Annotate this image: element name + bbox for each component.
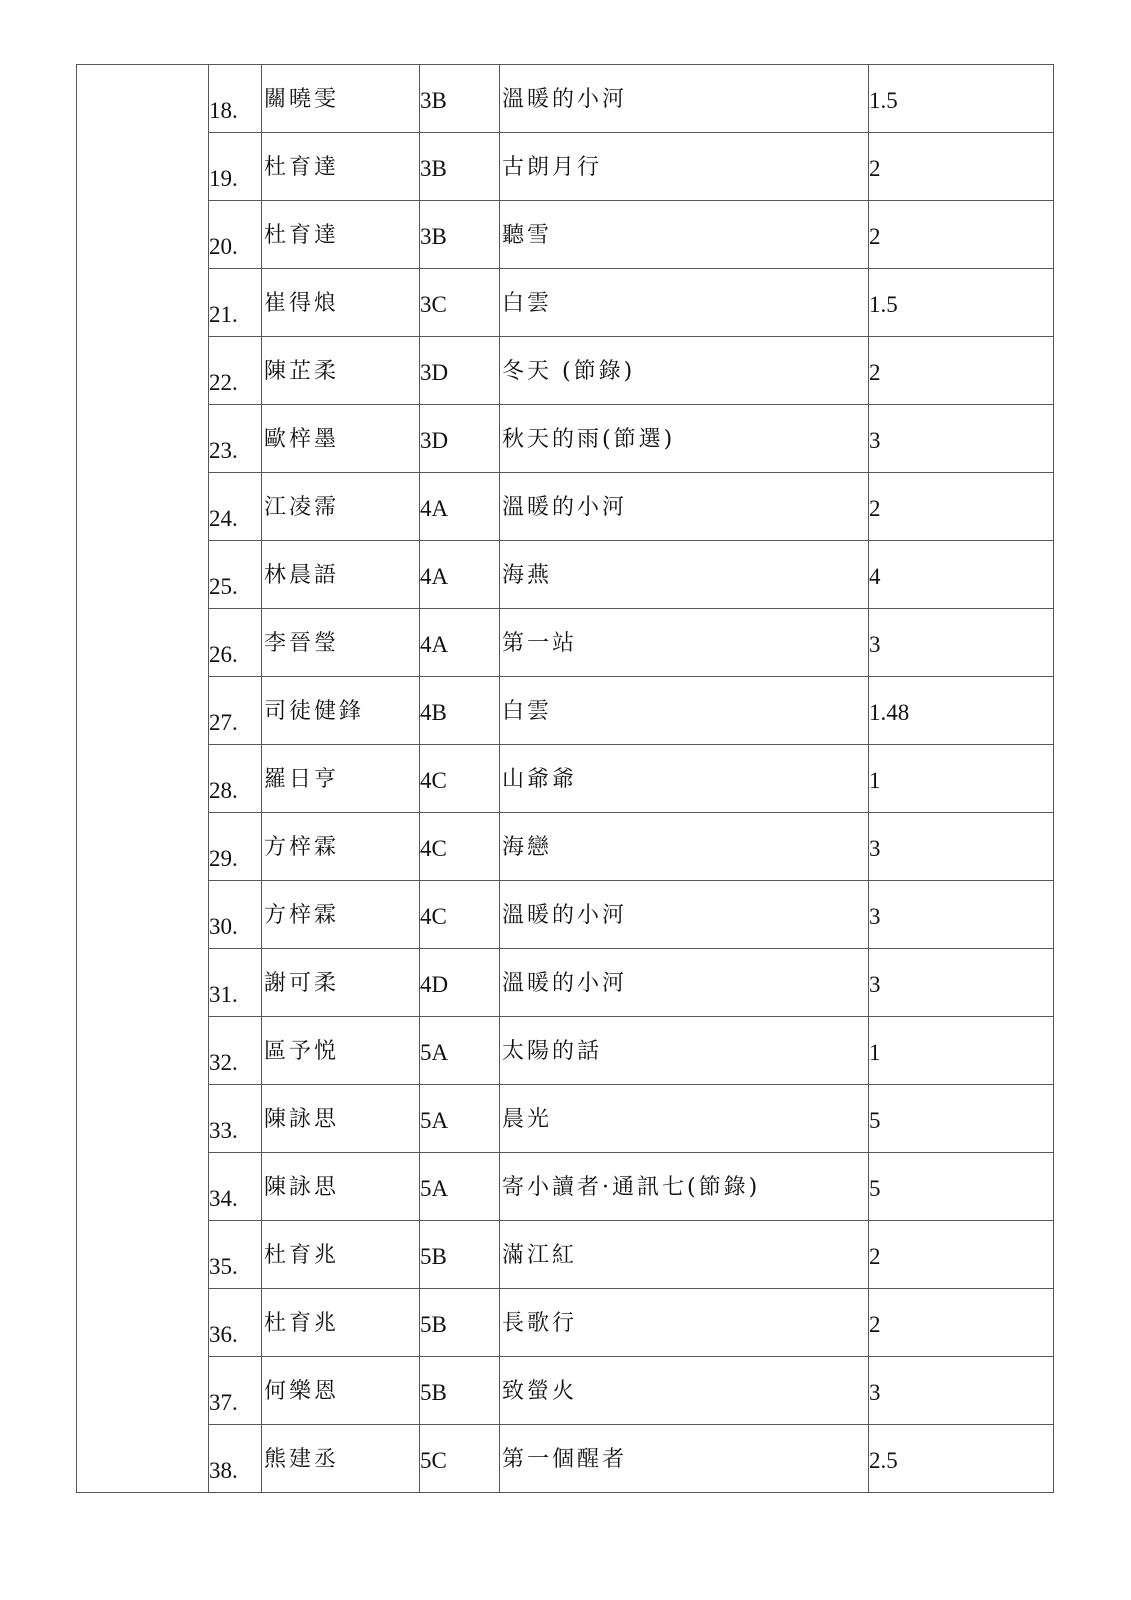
piece-title-text: 白雲 — [502, 699, 553, 724]
class-text: 5C — [420, 1448, 447, 1473]
row-number-cell — [209, 677, 262, 745]
score-cell — [869, 337, 1054, 405]
class-text: 5A — [420, 1108, 449, 1133]
score-text: 2 — [869, 224, 881, 249]
student-name-cell — [262, 745, 420, 813]
class-cell — [420, 541, 500, 609]
piece-title-cell — [500, 1425, 869, 1493]
score-cell — [869, 405, 1054, 473]
row-number-text: 18. — [209, 98, 238, 123]
score-text: 2 — [869, 1312, 881, 1337]
score-text: 3 — [869, 632, 881, 657]
row-number-text: 38. — [209, 1458, 238, 1483]
class-text: 3B — [420, 156, 447, 181]
student-name-text: 陳芷柔 — [264, 359, 340, 384]
row-number-text: 27. — [209, 710, 238, 735]
class-text: 5A — [420, 1176, 449, 1201]
student-name-cell — [262, 813, 420, 881]
table-row — [77, 677, 1054, 745]
class-text: 5B — [420, 1380, 447, 1405]
row-number-text: 30. — [209, 914, 238, 939]
class-cell — [420, 473, 500, 541]
class-text: 5A — [420, 1040, 449, 1065]
class-cell — [420, 269, 500, 337]
class-text: 4A — [420, 632, 449, 657]
score-cell — [869, 1357, 1054, 1425]
row-number-text: 32. — [209, 1050, 238, 1075]
score-cell — [869, 881, 1054, 949]
table-row — [77, 1357, 1054, 1425]
piece-title-cell — [500, 65, 869, 133]
row-number-cell — [209, 337, 262, 405]
score-cell — [869, 1153, 1054, 1221]
piece-title-text: 溫暖的小河 — [502, 971, 628, 996]
class-cell — [420, 1221, 500, 1289]
score-text: 1 — [869, 768, 881, 793]
score-text: 1.5 — [869, 292, 898, 317]
score-cell — [869, 1221, 1054, 1289]
row-number-cell — [209, 405, 262, 473]
class-cell — [420, 949, 500, 1017]
row-number-cell — [209, 949, 262, 1017]
student-name-text: 杜育兆 — [264, 1243, 340, 1268]
class-cell — [420, 405, 500, 473]
student-name-cell — [262, 1289, 420, 1357]
score-cell — [869, 677, 1054, 745]
class-cell — [420, 1425, 500, 1493]
student-name-cell — [262, 1153, 420, 1221]
student-name-cell — [262, 337, 420, 405]
score-cell — [869, 133, 1054, 201]
piece-title-text: 白雲 — [502, 291, 553, 316]
row-number-cell — [209, 541, 262, 609]
student-name-text: 江凌霈 — [264, 495, 340, 520]
piece-title-text: 太陽的話 — [502, 1039, 603, 1064]
score-text: 3 — [869, 972, 881, 997]
piece-title-cell — [500, 405, 869, 473]
piece-title-cell — [500, 269, 869, 337]
class-cell — [420, 881, 500, 949]
piece-title-cell — [500, 541, 869, 609]
student-name-cell — [262, 541, 420, 609]
class-text: 4C — [420, 904, 447, 929]
row-number-cell — [209, 133, 262, 201]
score-text: 5 — [869, 1176, 881, 1201]
row-number-text: 29. — [209, 846, 238, 871]
class-cell — [420, 133, 500, 201]
row-number-text: 28. — [209, 778, 238, 803]
student-name-cell — [262, 473, 420, 541]
student-name-text: 崔得烺 — [264, 291, 340, 316]
score-cell — [869, 1289, 1054, 1357]
table-row — [77, 1221, 1054, 1289]
class-text: 3C — [420, 292, 447, 317]
score-text: 2 — [869, 360, 881, 385]
student-name-cell — [262, 1221, 420, 1289]
piece-title-text: 溫暖的小河 — [502, 903, 628, 928]
row-number-text: 25. — [209, 574, 238, 599]
class-text: 5B — [420, 1312, 447, 1337]
score-text: 3 — [869, 1380, 881, 1405]
class-text: 3D — [420, 360, 449, 385]
row-number-text: 23. — [209, 438, 238, 463]
piece-title-text: 長歌行 — [502, 1311, 578, 1336]
piece-title-cell — [500, 1085, 869, 1153]
student-name-text: 方梓霖 — [264, 903, 340, 928]
piece-title-cell — [500, 1221, 869, 1289]
student-name-text: 區予悦 — [264, 1039, 340, 1064]
row-number-cell — [209, 1289, 262, 1357]
row-number-cell — [209, 1425, 262, 1493]
student-name-cell — [262, 1357, 420, 1425]
student-name-text: 杜育兆 — [264, 1311, 340, 1336]
row-number-text: 36. — [209, 1322, 238, 1347]
score-text: 4 — [869, 564, 881, 589]
piece-title-cell — [500, 677, 869, 745]
student-name-text: 熊建丞 — [264, 1447, 340, 1472]
piece-title-text: 秋天的雨(節選) — [502, 427, 676, 452]
table-row — [77, 1017, 1054, 1085]
piece-title-cell — [500, 1153, 869, 1221]
piece-title-text: 海戀 — [502, 835, 553, 860]
table-row — [77, 949, 1054, 1017]
piece-title-text: 聽雪 — [502, 223, 553, 248]
row-number-cell — [209, 269, 262, 337]
table-row — [77, 1085, 1054, 1153]
score-cell — [869, 541, 1054, 609]
table-row — [77, 65, 1054, 133]
score-text: 2 — [869, 496, 881, 521]
merged-blank-cell — [77, 65, 209, 1493]
row-number-cell — [209, 1357, 262, 1425]
row-number-cell — [209, 881, 262, 949]
piece-title-cell — [500, 881, 869, 949]
class-cell — [420, 1085, 500, 1153]
student-name-text: 李晉瑩 — [264, 631, 340, 656]
score-cell — [869, 813, 1054, 881]
piece-title-cell — [500, 949, 869, 1017]
score-text: 1 — [869, 1040, 881, 1065]
piece-title-text: 第一個醒者 — [502, 1447, 628, 1472]
table-row — [77, 1289, 1054, 1357]
class-cell — [420, 201, 500, 269]
score-text: 2.5 — [869, 1448, 898, 1473]
student-name-text: 林晨語 — [264, 563, 340, 588]
student-name-text: 關曉雯 — [264, 87, 340, 112]
student-name-text: 歐梓墨 — [264, 427, 340, 452]
score-text: 1.48 — [869, 700, 910, 725]
table-body — [77, 65, 1054, 1493]
class-text: 4A — [420, 564, 449, 589]
table-row — [77, 1153, 1054, 1221]
row-number-cell — [209, 65, 262, 133]
piece-title-text: 古朗月行 — [502, 155, 603, 180]
student-name-text: 杜育達 — [264, 155, 340, 180]
student-name-text: 杜育達 — [264, 223, 340, 248]
table-row — [77, 269, 1054, 337]
score-cell — [869, 269, 1054, 337]
piece-title-text: 山爺爺 — [502, 767, 578, 792]
table-row — [77, 813, 1054, 881]
student-name-cell — [262, 1017, 420, 1085]
row-number-cell — [209, 609, 262, 677]
piece-title-text: 晨光 — [502, 1107, 553, 1132]
piece-title-cell — [500, 1289, 869, 1357]
table-row — [77, 133, 1054, 201]
table-row — [77, 337, 1054, 405]
score-text: 3 — [869, 836, 881, 861]
score-cell — [869, 201, 1054, 269]
class-text: 5B — [420, 1244, 447, 1269]
piece-title-cell — [500, 201, 869, 269]
row-number-text: 21. — [209, 302, 238, 327]
student-name-cell — [262, 269, 420, 337]
class-cell — [420, 745, 500, 813]
student-name-text: 何樂恩 — [264, 1379, 340, 1404]
table-row — [77, 405, 1054, 473]
row-number-text: 35. — [209, 1254, 238, 1279]
piece-title-text: 第一站 — [502, 631, 578, 656]
table-row — [77, 541, 1054, 609]
row-number-cell — [209, 1017, 262, 1085]
class-text: 4A — [420, 496, 449, 521]
piece-title-text: 溫暖的小河 — [502, 495, 628, 520]
student-name-text: 陳詠思 — [264, 1175, 340, 1200]
piece-title-text: 寄小讀者·通訊七(節錄) — [502, 1175, 761, 1200]
class-text: 4C — [420, 768, 447, 793]
row-number-text: 19. — [209, 166, 238, 191]
piece-title-text: 溫暖的小河 — [502, 87, 628, 112]
score-text: 3 — [869, 904, 881, 929]
row-number-cell — [209, 1153, 262, 1221]
student-name-cell — [262, 201, 420, 269]
table-row — [77, 473, 1054, 541]
piece-title-cell — [500, 1017, 869, 1085]
student-name-cell — [262, 609, 420, 677]
score-text: 5 — [869, 1108, 881, 1133]
score-cell — [869, 473, 1054, 541]
class-text: 4C — [420, 836, 447, 861]
row-number-cell — [209, 201, 262, 269]
table-row — [77, 201, 1054, 269]
piece-title-text: 致螢火 — [502, 1379, 578, 1404]
score-cell — [869, 745, 1054, 813]
student-name-cell — [262, 65, 420, 133]
class-cell — [420, 1289, 500, 1357]
student-name-text: 陳詠思 — [264, 1107, 340, 1132]
piece-title-text: 滿江紅 — [502, 1243, 578, 1268]
student-name-cell — [262, 1425, 420, 1493]
class-cell — [420, 1357, 500, 1425]
class-cell — [420, 1017, 500, 1085]
piece-title-cell — [500, 473, 869, 541]
row-number-text: 34. — [209, 1186, 238, 1211]
piece-title-cell — [500, 1357, 869, 1425]
piece-title-cell — [500, 609, 869, 677]
class-text: 3B — [420, 224, 447, 249]
table-row — [77, 1425, 1054, 1493]
row-number-text: 33. — [209, 1118, 238, 1143]
row-number-text: 31. — [209, 982, 238, 1007]
row-number-text: 37. — [209, 1390, 238, 1415]
score-cell — [869, 1017, 1054, 1085]
class-text: 4D — [420, 972, 449, 997]
class-text: 3B — [420, 88, 447, 113]
score-text: 2 — [869, 1244, 881, 1269]
piece-title-text: 冬天 (節錄) — [502, 359, 636, 384]
student-name-text: 謝可柔 — [264, 971, 340, 996]
score-cell — [869, 609, 1054, 677]
student-name-cell — [262, 881, 420, 949]
row-number-cell — [209, 813, 262, 881]
score-text: 1.5 — [869, 88, 898, 113]
score-cell — [869, 1425, 1054, 1493]
class-cell — [420, 337, 500, 405]
table-row — [77, 881, 1054, 949]
recitation-table — [76, 64, 1054, 1493]
row-number-cell — [209, 473, 262, 541]
student-name-cell — [262, 405, 420, 473]
class-cell — [420, 65, 500, 133]
class-text: 3D — [420, 428, 449, 453]
piece-title-text: 海燕 — [502, 563, 553, 588]
student-name-cell — [262, 1085, 420, 1153]
table-row — [77, 745, 1054, 813]
row-number-cell — [209, 1221, 262, 1289]
row-number-cell — [209, 745, 262, 813]
row-number-cell — [209, 1085, 262, 1153]
class-text: 4B — [420, 700, 447, 725]
row-number-text: 20. — [209, 234, 238, 259]
student-name-text: 司徒健鋒 — [264, 699, 365, 724]
score-text: 3 — [869, 428, 881, 453]
student-name-cell — [262, 133, 420, 201]
class-cell — [420, 813, 500, 881]
row-number-text: 26. — [209, 642, 238, 667]
class-cell — [420, 1153, 500, 1221]
piece-title-cell — [500, 813, 869, 881]
student-name-cell — [262, 949, 420, 1017]
score-cell — [869, 949, 1054, 1017]
piece-title-cell — [500, 337, 869, 405]
student-name-text: 羅日亨 — [264, 767, 340, 792]
table-row — [77, 609, 1054, 677]
piece-title-cell — [500, 745, 869, 813]
student-name-cell — [262, 677, 420, 745]
row-number-text: 22. — [209, 370, 238, 395]
score-cell — [869, 1085, 1054, 1153]
score-cell — [869, 65, 1054, 133]
piece-title-cell — [500, 133, 869, 201]
row-number-text: 24. — [209, 506, 238, 531]
class-cell — [420, 677, 500, 745]
class-cell — [420, 609, 500, 677]
score-text: 2 — [869, 156, 881, 181]
student-name-text: 方梓霖 — [264, 835, 340, 860]
